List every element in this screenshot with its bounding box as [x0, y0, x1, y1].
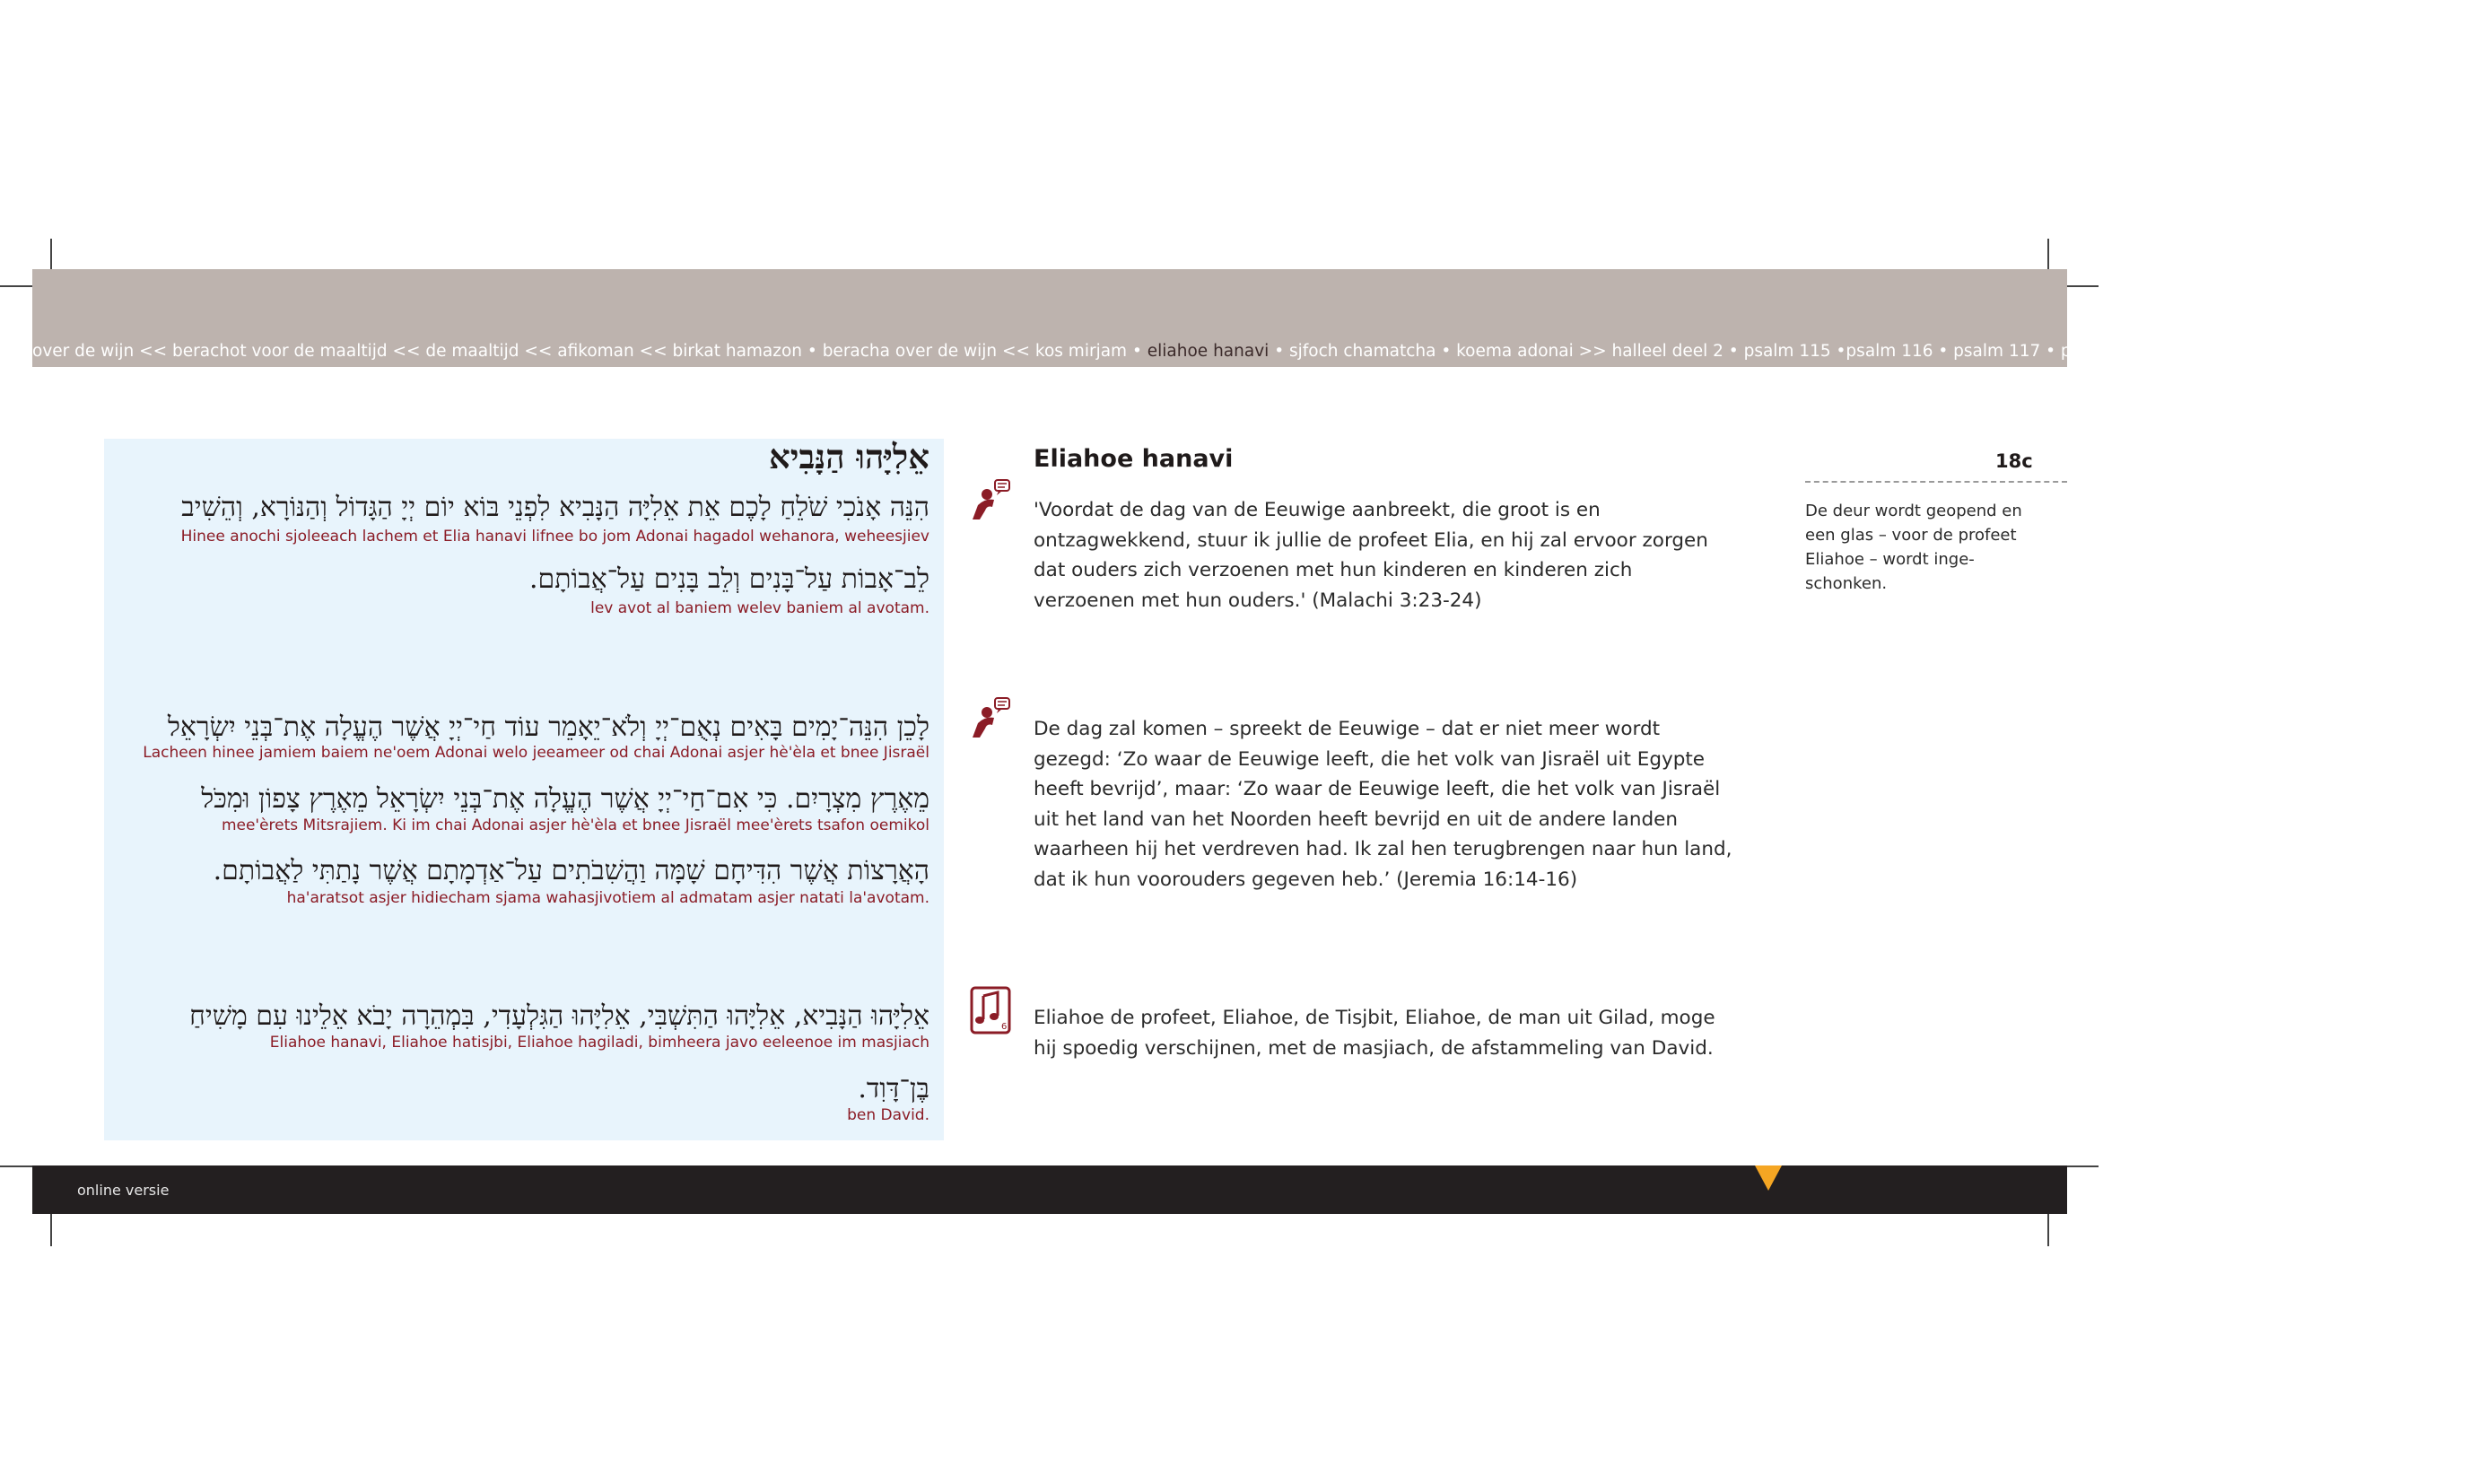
- hebrew-line: אֵלִיָּהוּ הַנָּבִיא, אֵלִיָּהוּ הַתִּשְׁבִּי, אֵלִיָּהוּ הַגִּלְעָדִי, בִּמְהֵרָה יָבֹא אֵלֵינוּ עִם מָשִׁיחַ: [189, 1000, 929, 1032]
- side-note: De deur wordt geopend en een glas – voor de profeet Eliahoe – wordt inge-schonken.: [1805, 502, 2022, 593]
- crop-mark: [50, 239, 52, 269]
- transliteration-line: Eliahoe hanavi, Eliahoe hatisjbi, Eliahoe hagiladi, bimheera javo eeleenoe im masjiach: [269, 1034, 929, 1052]
- footer-band: [32, 1165, 2067, 1214]
- crop-mark: [0, 1165, 32, 1167]
- music-icon-number: 6: [1001, 1022, 1008, 1032]
- paragraph-malachi: 'Voordat de dag van de Eeuwige aanbreekt, die groot is en ontzagwekkend, stuur ik jullie de profeet Elia, en hij zal ervoor zorgen dat ouders zich verzoenen met hun kinderen en kinderen zich verzoenen met hun ouders.' (Malachi 3:23-24): [1034, 499, 1708, 612]
- section-title: Eliahoe hanavi: [1034, 445, 1234, 473]
- triangle-marker-icon: [1755, 1165, 1782, 1191]
- hebrew-line: לֵב־אָבוֹת עַל־בָּנִים וְלֵב בָּנִים עַל־אֲבוֹתָם.: [528, 563, 929, 595]
- hebrew-line: מֵאֶרֶץ מִצְרָיִם. כִּי אִם־חַי־יְיָ אֲשֶׁר הֶעֱלָה אֶת־בְּנֵי יִשְׂרָאֵל מֵאֶרֶץ צָפוֹן וּמִכֹּל: [201, 783, 929, 815]
- divider: [1805, 481, 2067, 483]
- breadcrumb-after[interactable]: • sjfoch chamatcha • koema adonai >> halleel deel 2 • psalm 115 •psalm 116 • psalm 117 • psalm 118 • jehaleloecha • psalm 136 • nisjmat ko: [1274, 342, 2487, 361]
- breadcrumb-band: [32, 269, 2487, 367]
- transliteration-line: mee'èrets Mitsrajiem. Ki im chai Adonai asjer hè'èla et bnee Jisraël mee'èrets tsafon oemikol: [221, 816, 929, 834]
- music-note-icon: [969, 985, 1014, 1037]
- transliteration-line: Lacheen hinee jamiem baiem ne'oem Adonai welo jeeameer od chai Adonai asjer hè'èla et bnee Jisraël: [143, 744, 929, 762]
- crop-mark: [2047, 239, 2049, 269]
- transliteration-line: ha'aratsot asjer hidiecham sjama wahasjivotiem al admatam asjer natati la'avotam.: [286, 889, 929, 907]
- hebrew-title: אֵלִיָּהוּ הַנָּבִיא: [768, 437, 929, 476]
- paragraph-jeremia: De dag zal komen – spreekt de Eeuwige – dat er niet meer wordt gezegd: ‘Zo waar de Eeuwige leeft, die het volk van Jisraël uit Egypte heeft bevrijd’, maar: ‘Zo waar de Eeuwige leeft, die het volk van Jisraël uit het land van het Noorden heeft bevrijd en uit de andere landen waarheen hij het verdreven had. Ik zal hen terugbrengen naar hun land, dat ik hun voorouders gegeven heb.’ (Jeremia 16:14-16): [1034, 718, 1732, 891]
- breadcrumb: [32, 341, 2487, 362]
- hebrew-line: לָכֵן הִנֵּה־יָמִים בָּאִים נְאֻם־יְיָ וְלֹא־יֵאָמֵר עוֹד חַי־יְיָ אֲשֶׁר הֶעֱלָה אֶת־בְּנֵי יִשְׂרָאֵל: [167, 711, 929, 743]
- transliteration-line: Hinee anochi sjoleeach lachem et Elia hanavi lifnee bo jom Adonai hagadol wehanora, weheesjiev: [180, 528, 929, 546]
- hebrew-line: הִנֵּה אָנֹכִי שֹׁלֵחַ לָכֶם אֵת אֵלִיָּה הַנָּבִיא לִפְנֵי בּוֹא יוֹם יְיָ הַגָּדוֹל וְהַנּוֹרָא, וְהֵשִׁיב: [181, 492, 929, 523]
- hebrew-line: הָאֲרָצוֹת אֲשֶׁר הִדִּיחָם שָׁמָּה וַהֲשִׁבֹתִים עַל־אַדְמָתָם אֲשֶׁר נָתַתִּי לַאֲבוֹתָם.: [213, 855, 929, 886]
- crop-mark: [2067, 1165, 2099, 1167]
- crop-mark: [2067, 285, 2099, 287]
- breadcrumb-before[interactable]: over de wijn << berachot voor de maaltijd << de maaltijd << afikoman << birkat hamazon • beracha over de wijn << kos mirjam •: [32, 342, 1142, 361]
- hebrew-line: בֶּן־דָּוִד.: [858, 1073, 929, 1104]
- page-number: 18c: [1995, 450, 2033, 472]
- transliteration-line: lev avot al baniem welev baniem al avotam.: [590, 599, 929, 617]
- transliteration-line: ben David.: [847, 1106, 929, 1124]
- hebrew-text-panel: [104, 439, 944, 1140]
- footer-label: online versie: [77, 1182, 170, 1199]
- crop-mark: [50, 1214, 52, 1246]
- speaker-icon: [969, 478, 1014, 523]
- speaker-icon: [969, 696, 1014, 741]
- paragraph-eliahoe: Eliahoe de profeet, Eliahoe, de Tisjbit, Eliahoe, de man uit Gilad, moge hij spoedig verschijnen, met de masjiach, de afstammeling van David.: [1034, 1007, 1715, 1060]
- crop-mark: [2047, 1214, 2049, 1246]
- breadcrumb-current[interactable]: eliahoe hanavi: [1147, 342, 1270, 361]
- crop-mark: [0, 285, 32, 287]
